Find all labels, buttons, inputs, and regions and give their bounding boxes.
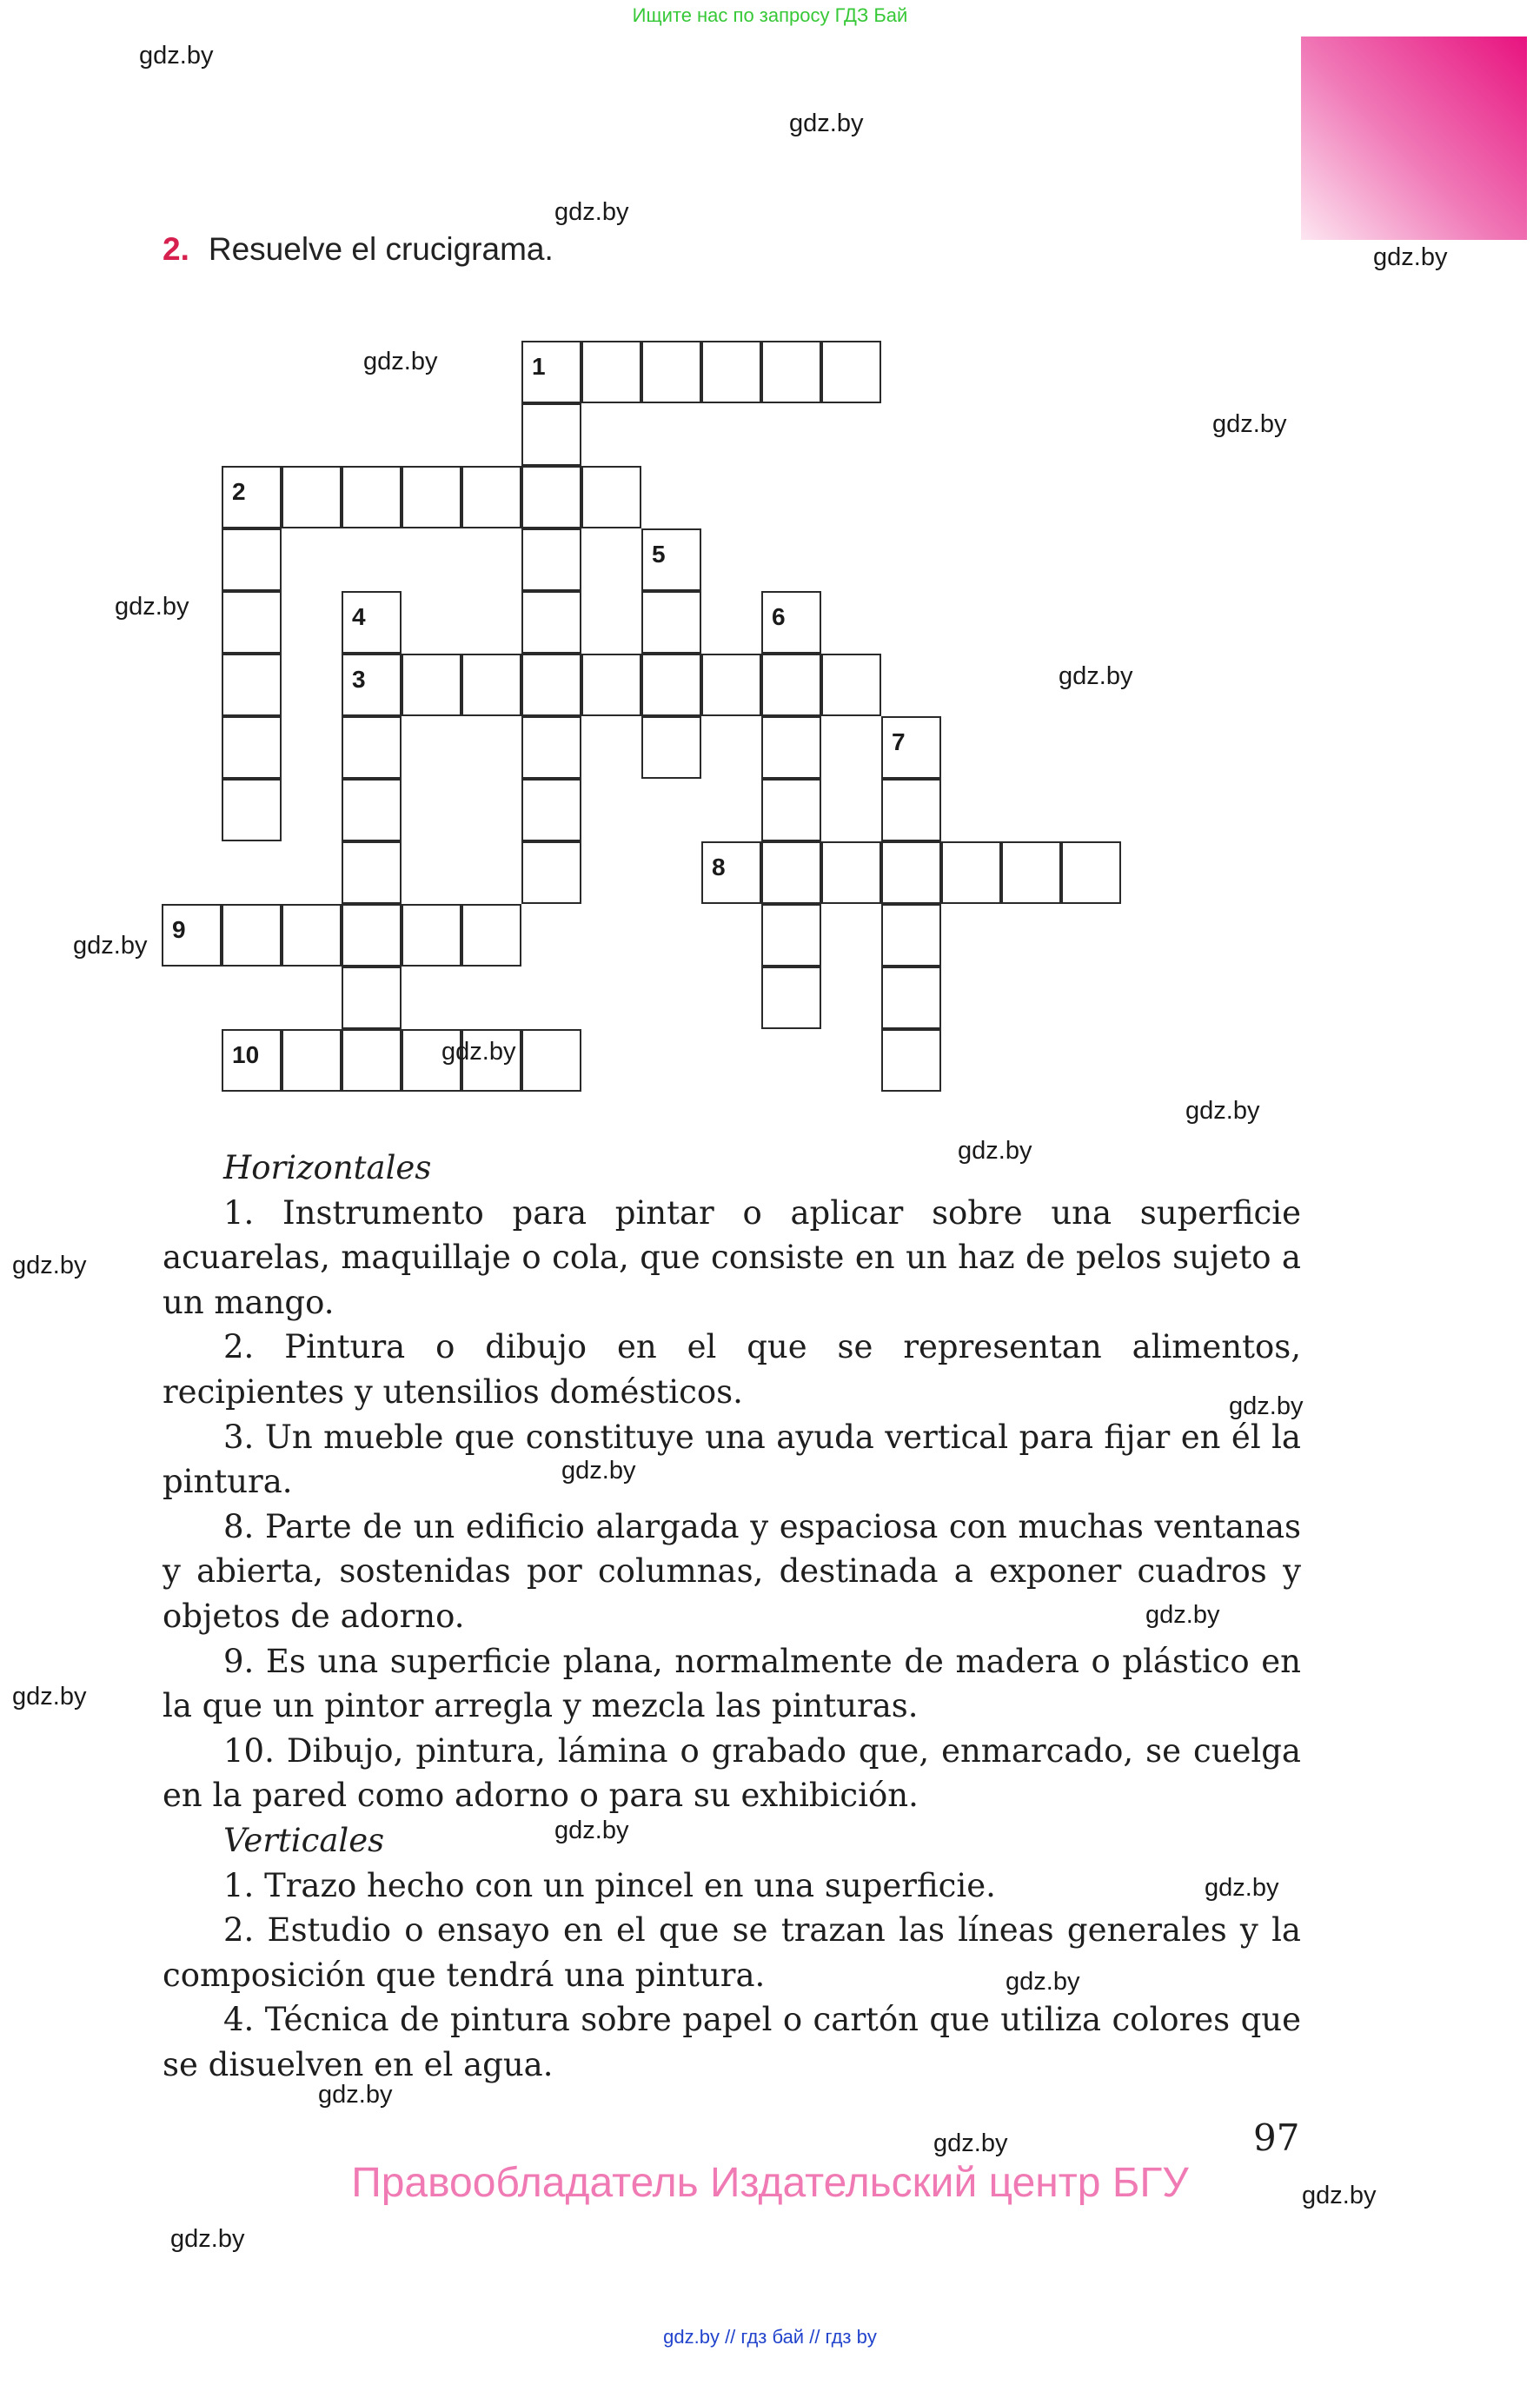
- crossword-cell: [821, 341, 881, 403]
- watermark: gdz.by: [318, 2081, 393, 2109]
- clue-number-10: 10: [232, 1041, 260, 1068]
- crossword-cell: [761, 716, 821, 779]
- crossword-cell: [222, 904, 282, 967]
- crossword-cell: [402, 654, 461, 716]
- crossword-cell: [342, 466, 402, 528]
- crossword-cell: [761, 967, 821, 1029]
- watermark: gdz.by: [1205, 1874, 1279, 1902]
- task-text: Resuelve el crucigrama.: [208, 231, 554, 267]
- crossword-cell: [282, 466, 342, 528]
- crossword-cell: [821, 654, 881, 716]
- crossword-cell: [521, 528, 581, 591]
- crossword-cell: [162, 904, 222, 967]
- crossword-cell: [342, 1029, 402, 1092]
- crossword-cell: [521, 591, 581, 654]
- clue-h-2: 2. Pintura o dibujo en el que se representan alimentos, recipientes y utensilios domésticos.: [163, 1328, 1301, 1411]
- crossword-cell: [641, 716, 701, 779]
- crossword-cell: [521, 466, 581, 528]
- crossword-cell: [581, 654, 641, 716]
- watermark: gdz.by: [789, 110, 864, 137]
- task-number: 2.: [163, 231, 189, 267]
- clue-number-2: 2: [232, 478, 246, 505]
- watermark: gdz.by: [554, 198, 629, 226]
- clues-text: [163, 1146, 1304, 2087]
- crossword-cell: [641, 654, 701, 716]
- crossword-cell: [701, 341, 761, 403]
- clue-number-7: 7: [892, 728, 906, 755]
- crossword-cell: [761, 841, 821, 904]
- crossword-cell: [1061, 841, 1121, 904]
- crossword-cell: [222, 654, 282, 716]
- crossword-cell: [581, 341, 641, 403]
- crossword-cell: [641, 341, 701, 403]
- watermark: gdz.by: [441, 1038, 516, 1066]
- clue-number-6: 6: [772, 603, 786, 630]
- watermark: gdz.by: [1185, 1097, 1260, 1125]
- crossword-cell: [581, 466, 641, 528]
- clue-number-3: 3: [352, 666, 366, 693]
- crossword-cell: [342, 841, 402, 904]
- crossword-cell: [881, 1029, 941, 1092]
- watermark: gdz.by: [73, 932, 148, 960]
- clue-v-2: 2. Estudio o ensayo en el que se trazan las líneas generales y la composición que tendrá una pintura.: [163, 1911, 1301, 1994]
- watermark: gdz.by: [1302, 2182, 1377, 2209]
- watermark: gdz.by: [363, 348, 438, 375]
- copyright-notice: Правообладатель Издательский центр БГУ: [351, 2160, 1189, 2206]
- crossword-cell: [342, 904, 402, 967]
- clue-h-10: 10. Dibujo, pintura, lámina o grabado que, enmarcado, se cuelga en la pared como adorno o para su exhibición.: [163, 1731, 1301, 1815]
- crossword-cell: [402, 904, 461, 967]
- crossword-cell: [461, 904, 521, 967]
- watermark: gdz.by: [1059, 662, 1133, 690]
- crossword-cell: [521, 341, 581, 403]
- clue-h-8: 8. Parte de un edificio alargada y espaciosa con muchas ventanas y abierta, sostenidas por columnas, destinada a exponer cuadros y objetos de adorno.: [163, 1507, 1301, 1635]
- bottom-links[interactable]: gdz.by // гдз бай // гдз by: [663, 2326, 877, 2348]
- crossword-cell: [222, 716, 282, 779]
- crossword-cell: [761, 904, 821, 967]
- crossword-cell: [521, 779, 581, 841]
- watermark: gdz.by: [933, 2129, 1008, 2157]
- crossword-cell: [222, 528, 282, 591]
- watermark: gdz.by: [1145, 1601, 1220, 1629]
- clue-v-1: 1. Trazo hecho con un pincel en una superficie.: [223, 1866, 996, 1904]
- clue-h-9: 9. Es una superficie plana, normalmente de madera o plástico en la que un pintor arregla y mezcla las pinturas.: [163, 1642, 1301, 1725]
- clue-number-4: 4: [352, 603, 366, 630]
- watermark: gdz.by: [12, 1252, 87, 1279]
- crossword-cell: [761, 654, 821, 716]
- crossword-cell: [941, 841, 1001, 904]
- watermark: gdz.by: [12, 1683, 87, 1711]
- crossword-cell: [881, 904, 941, 967]
- clue-number-9: 9: [172, 916, 186, 943]
- watermark: gdz.by: [1229, 1392, 1304, 1420]
- crossword-cell: [282, 904, 342, 967]
- crossword-cell: [641, 591, 701, 654]
- crossword-cell: [701, 654, 761, 716]
- crossword-cell: [761, 591, 821, 654]
- crossword-cell: [881, 716, 941, 779]
- crossword-cell: [1001, 841, 1061, 904]
- crossword-cell: [821, 841, 881, 904]
- corner-decoration: [1301, 37, 1527, 240]
- watermark: gdz.by: [554, 1817, 629, 1844]
- crossword-cell: [402, 466, 461, 528]
- crossword-cell: [881, 841, 941, 904]
- crossword-cell: [342, 654, 402, 716]
- crossword-cell: [222, 466, 282, 528]
- watermark: gdz.by: [139, 42, 214, 70]
- crossword-cell: [282, 1029, 342, 1092]
- watermark: gdz.by: [1212, 410, 1287, 438]
- crossword-cell: [222, 591, 282, 654]
- crossword-cell: [881, 967, 941, 1029]
- crossword-cell: [521, 841, 581, 904]
- crossword-cell: [461, 654, 521, 716]
- watermark: gdz.by: [561, 1457, 636, 1485]
- verticales-heading: Verticales: [223, 1821, 385, 1859]
- crossword-cell: [761, 341, 821, 403]
- crossword-cell: [461, 466, 521, 528]
- crossword-cell: [761, 779, 821, 841]
- crossword-cell: [342, 716, 402, 779]
- clue-h-3: 3. Un mueble que constituye una ayuda vertical para fijar en él la pintura.: [163, 1418, 1301, 1501]
- crossword-cell: [521, 403, 581, 466]
- crossword-cell: [521, 716, 581, 779]
- crossword-cell: [641, 528, 701, 591]
- clue-v-4: 4. Técnica de pintura sobre papel o cartón que utiliza colores que se disuelven en el agua.: [163, 2001, 1301, 2083]
- top-banner: Ищите нас по запросу ГДЗ Бай: [632, 4, 908, 26]
- watermark: gdz.by: [115, 593, 189, 621]
- task-heading: [163, 231, 554, 268]
- clue-number-8: 8: [712, 854, 726, 880]
- clue-number-5: 5: [652, 541, 666, 568]
- watermark: gdz.by: [1006, 1968, 1080, 1996]
- clue-h-1: 1. Instrumento para pintar o aplicar sobre una superficie acuarelas, maquillaje o cola, que consiste en un haz de pelos sujeto a un mango.: [163, 1193, 1301, 1321]
- crossword-cell: [521, 654, 581, 716]
- watermark: gdz.by: [958, 1137, 1032, 1165]
- page-number: 97: [1253, 2116, 1300, 2159]
- crossword-cell: [881, 779, 941, 841]
- crossword-cell: [342, 779, 402, 841]
- crossword-cell: [222, 779, 282, 841]
- watermark: gdz.by: [170, 2225, 245, 2253]
- watermark: gdz.by: [1373, 243, 1448, 271]
- horizontales-heading: Horizontales: [223, 1149, 432, 1186]
- clue-number-1: 1: [532, 353, 546, 380]
- crossword-cell: [342, 967, 402, 1029]
- crossword-cell: [521, 1029, 581, 1092]
- crossword-cell: [342, 591, 402, 654]
- crossword-cell: [701, 841, 761, 904]
